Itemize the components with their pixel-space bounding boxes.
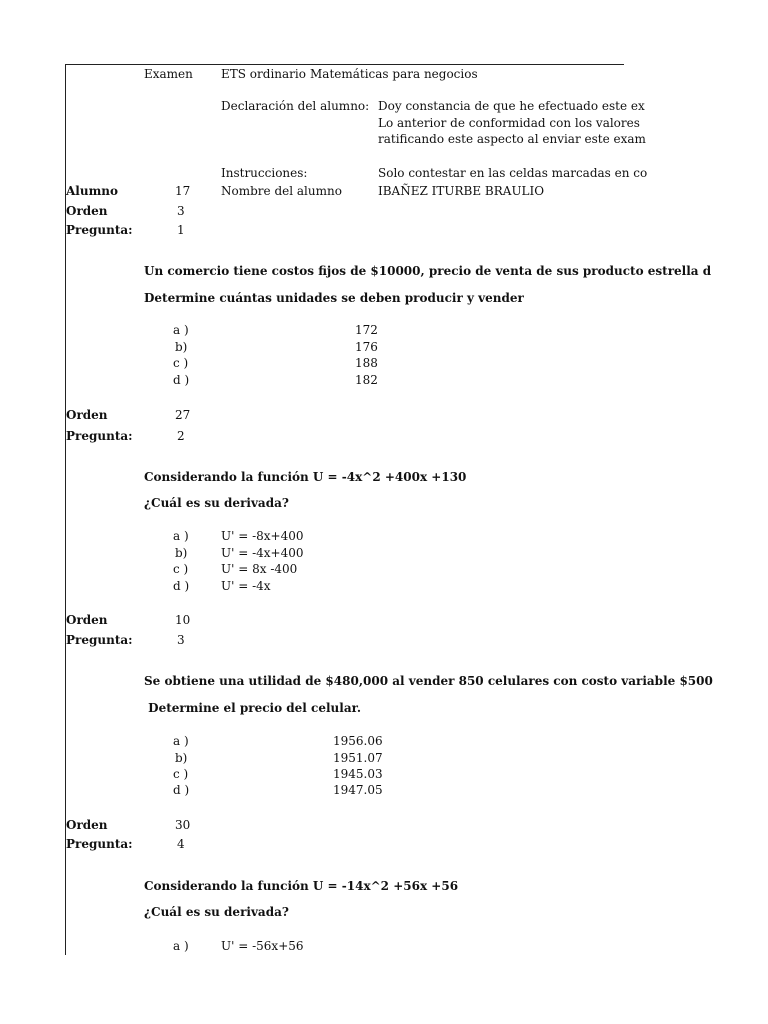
pregunta-value: 4	[177, 837, 185, 851]
sheet-top-border	[65, 64, 624, 65]
declaration-line: ratificando este aspecto al enviar este exam	[378, 132, 646, 146]
question-text: Considerando la función U = -4x^2 +400x +130	[144, 470, 467, 484]
orden-label: Orden	[66, 818, 108, 832]
option-value: 1947.05	[333, 783, 383, 797]
question-prompt: ¿Cuál es su derivada?	[144, 905, 289, 919]
declaration-line: Lo anterior de conformidad con los valores	[378, 116, 640, 130]
question-text: Se obtiene una utilidad de $480,000 al vender 850 celulares con costo variable $500	[144, 674, 713, 688]
option-value: U' = -4x	[221, 579, 271, 593]
orden-value: 30	[175, 818, 191, 832]
option-letter: b)	[175, 751, 188, 765]
option-value: 182	[355, 373, 378, 387]
option-letter: d )	[173, 783, 190, 797]
option-value: 1945.03	[333, 767, 383, 781]
pregunta-label: Pregunta:	[66, 633, 133, 647]
orden-label: Orden	[66, 613, 108, 627]
option-letter: d )	[173, 373, 190, 387]
option-value: U' = -8x+400	[221, 529, 304, 543]
pregunta-value: 3	[177, 633, 185, 647]
pregunta-value: 2	[177, 429, 185, 443]
option-letter: c )	[173, 767, 189, 781]
option-letter: b)	[175, 340, 188, 354]
question-prompt: ¿Cuál es su derivada?	[144, 496, 289, 510]
option-value: U' = -56x+56	[221, 939, 304, 953]
student-name-value[interactable]: IBAÑEZ ITURBE BRAULIO	[378, 184, 545, 198]
option-value: 1951.07	[333, 751, 383, 765]
option-value: 1956.06	[333, 734, 383, 748]
option-letter: a )	[173, 939, 189, 953]
option-letter: b)	[175, 546, 188, 560]
pregunta-label: Pregunta:	[66, 223, 133, 237]
examen-label: Examen	[144, 67, 193, 81]
subject-title: Matemáticas para negocios	[310, 67, 478, 81]
question-text: Un comercio tiene costos fijos de $10000, precio de venta de sus producto estrella d	[144, 264, 712, 278]
option-value: U' = -4x+400	[221, 546, 304, 560]
option-letter: c )	[173, 356, 189, 370]
ets-label: ETS ordinario	[221, 67, 306, 81]
alumno-number: 17	[175, 184, 191, 198]
option-letter: a )	[173, 323, 189, 337]
option-letter: c )	[173, 562, 189, 576]
question-prompt: Determine cuántas unidades se deben producir y vender	[144, 291, 524, 305]
orden-label: Orden	[66, 408, 108, 422]
pregunta-value: 1	[177, 223, 185, 237]
declaration-label: Declaración del alumno:	[221, 99, 370, 113]
option-value: 188	[355, 356, 378, 370]
orden-value: 27	[175, 408, 191, 422]
option-value: U' = 8x -400	[221, 562, 298, 576]
pregunta-label: Pregunta:	[66, 837, 133, 851]
instructions-text: Solo contestar en las celdas marcadas en co	[378, 166, 648, 180]
option-letter: d )	[173, 579, 190, 593]
pregunta-label: Pregunta:	[66, 429, 133, 443]
student-name-label: Nombre del alumno	[221, 184, 342, 198]
declaration-line: Doy constancia de que he efectuado este ex	[378, 99, 645, 113]
question-prompt: Determine el precio del celular.	[144, 701, 361, 715]
option-letter: a )	[173, 734, 189, 748]
alumno-label: Alumno	[66, 184, 119, 198]
orden-value: 3	[177, 204, 185, 218]
option-value: 172	[355, 323, 378, 337]
option-value: 176	[355, 340, 378, 354]
orden-value: 10	[175, 613, 191, 627]
instructions-label: Instrucciones:	[221, 166, 308, 180]
question-text: Considerando la función U = -14x^2 +56x +56	[144, 879, 459, 893]
option-letter: a )	[173, 529, 189, 543]
orden-label: Orden	[66, 204, 108, 218]
